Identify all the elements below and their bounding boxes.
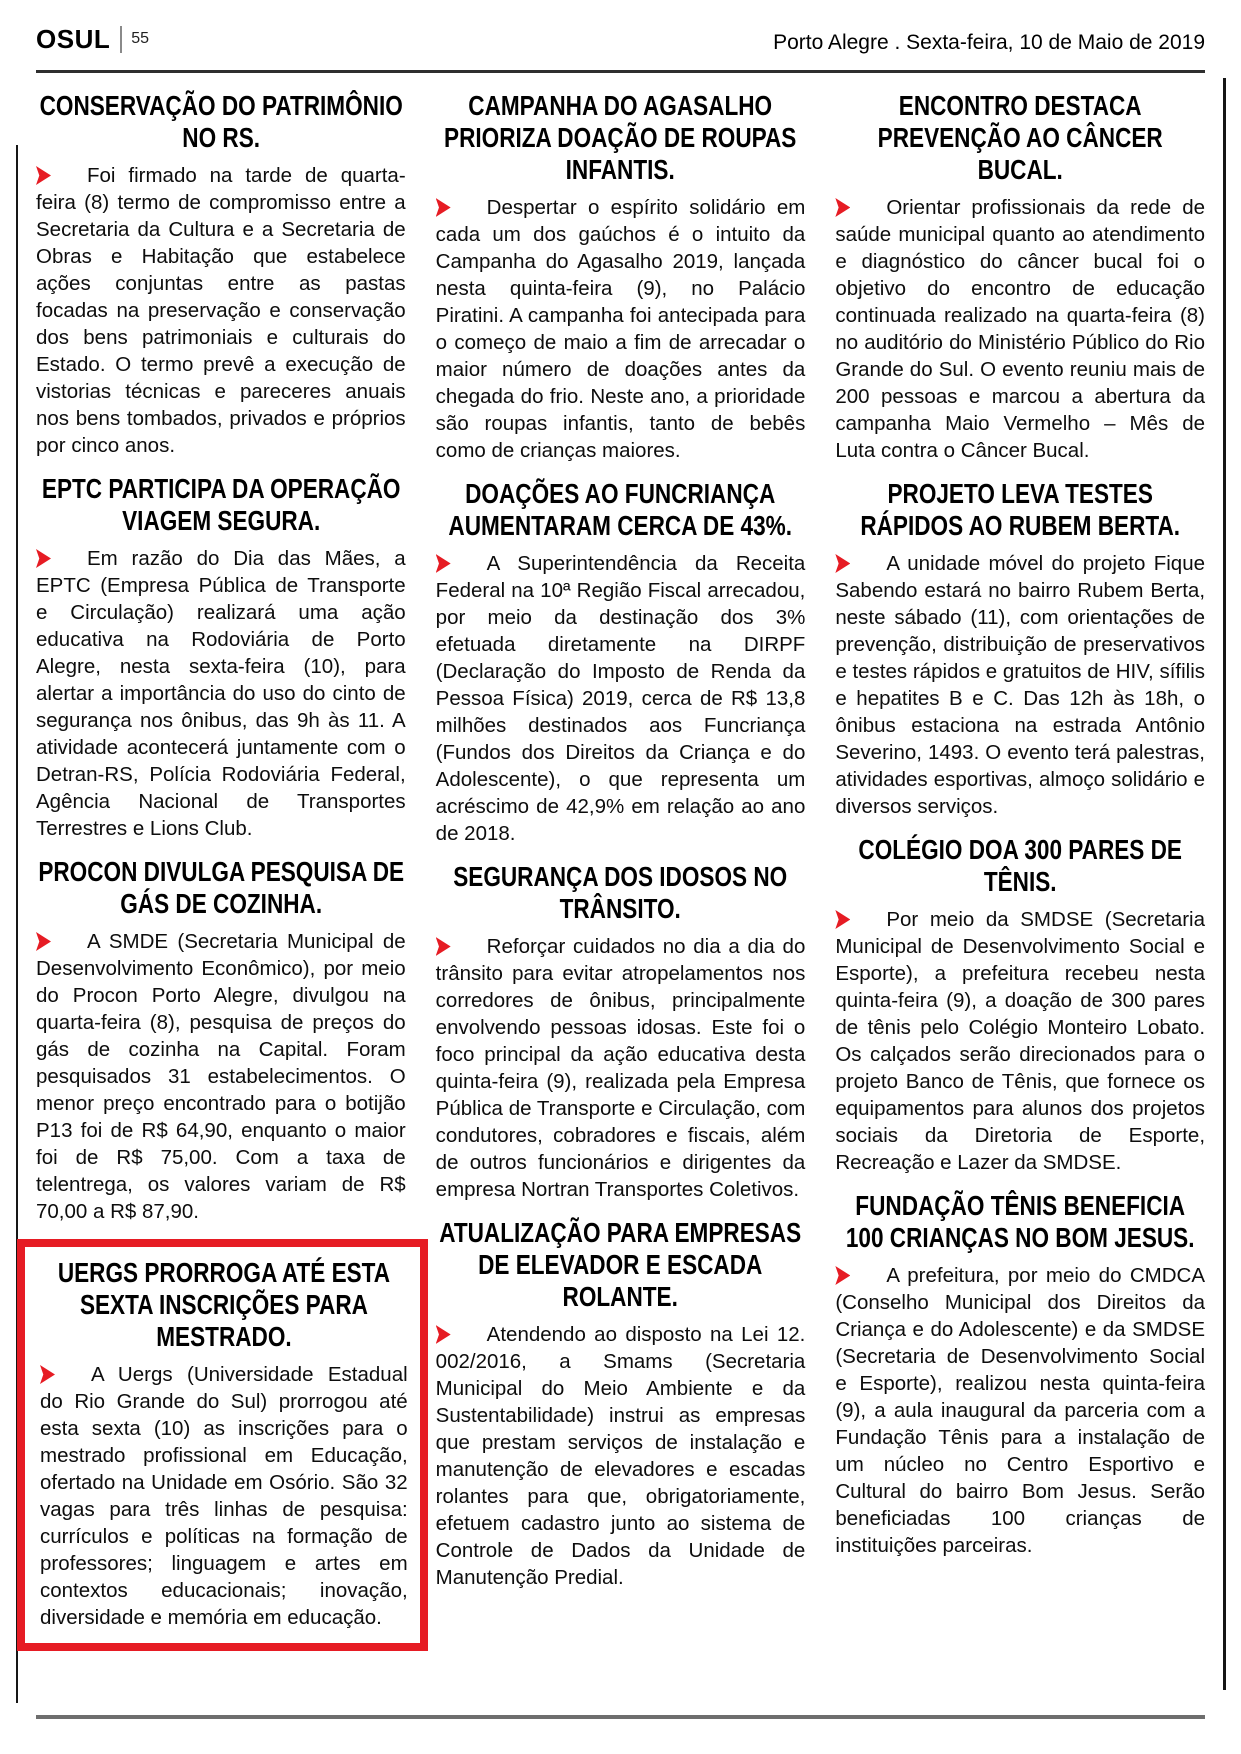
article-title-text: PROJETO LEVA TESTES RÁPIDOS AO RUBEM BERTA. <box>860 478 1181 541</box>
article <box>436 478 806 847</box>
article-body <box>436 933 806 1203</box>
bullet-arrow-icon <box>436 198 451 217</box>
article-title <box>36 473 406 537</box>
bullet-arrow-icon <box>36 932 51 951</box>
bullet-arrow-icon <box>436 1325 451 1344</box>
bullet-arrow-icon <box>835 1266 850 1285</box>
article-title-text: PROCON DIVULGA PESQUISA DE GÁS DE COZINHA. <box>37 856 404 919</box>
article-title-text: EPTC PARTICIPA DA OPERAÇÃO VIAGEM SEGURA. <box>41 473 401 536</box>
article-body-text: Por meio da SMDSE (Secretaria Municipal de Desenvolvimento Social e Esporte), a prefeitura recebeu nesta quinta-feira (9), a doação de 300 pares de tênis pelo Colégio Monteiro Lobato. Os calçados serão direcionados para o projeto Banco de Tênis, que fornece os equipamentos para alunos dos projetos sociais da Diretoria de Esporte, Recreação e Lazer da SMDSE. <box>835 908 1206 1174</box>
columns <box>36 90 1205 1651</box>
header-rule <box>36 70 1205 73</box>
article-body-text: A Superintendência da Receita Federal na 10ª Região Fiscal arrecadou, por meio da destinação dos 3% efetuada diretamente na DIRPF (Declaração do Imposto de Renda da Pessoa Física) 2019, cerca de R$ 13,8 milhões destinados aos Funcriança (Fundos dos Direitos da Criança e do Adolescente), o que representa um acréscimo de 42,9% em relação ao ano de 2018. <box>435 552 806 845</box>
bullet-arrow-icon <box>835 198 850 217</box>
bullet-arrow-icon <box>835 910 850 929</box>
article-body-text: Orientar profissionais da rede de saúde municipal quanto ao atendimento e diagnóstico do câncer bucal foi o objetivo do encontro de educação continuada realizado na quarta-feira (8) no auditório do Ministério Público do Rio Grande do Sul. O evento reuniu mais de 200 pessoas e marcou a abertura da campanha Maio Vermelho – Mês de Luta contra o Câncer Bucal. <box>835 196 1206 462</box>
article-title <box>36 856 406 920</box>
article-body-text: A prefeitura, por meio do CMDCA (Conselho Municipal dos Direitos da Criança e do Adolescente) e da SMDSE (Secretaria de Desenvolvimento Social e Esporte), realizou nesta quinta-feira (9), a aula inaugural da parceria com a Fundação Tênis para a instalação de um núcleo no Centro Esportivo e Cultural do bairro Bom Jesus. Serão beneficiadas 100 crianças de instituições parceiras. <box>835 1264 1206 1557</box>
article <box>436 90 806 464</box>
article-body <box>36 928 406 1225</box>
article-title-text: ATUALIZAÇÃO PARA EMPRESAS DE ELEVADOR E ESCADA ROLANTE. <box>439 1217 802 1312</box>
article-body-text: Despertar o espírito solidário em cada um dos gaúchos é o intuito da Campanha do Agasalho 2019, lançada nesta quinta-feira (9), no Palácio Piratini. A campanha foi antecipada para o começo de maio a fim de arrecadar o maior número de doações antes da chegada do frio. Neste ano, a prioridade são roupas infantis, tanto de bebês como de crianças maiores. <box>435 196 806 462</box>
article-title <box>436 478 806 542</box>
article-body <box>436 1321 806 1591</box>
article-title-text: CONSERVAÇÃO DO PATRIMÔNIO NO RS. <box>39 90 403 153</box>
page-number: 55 <box>131 29 150 47</box>
article-title <box>835 478 1205 542</box>
article-body <box>835 906 1205 1176</box>
bullet-arrow-icon <box>436 937 451 956</box>
article-title <box>436 1217 806 1313</box>
article-body <box>835 550 1205 820</box>
article-title <box>835 90 1205 186</box>
right-page-edge-line <box>1223 78 1226 1690</box>
article-title <box>40 1257 408 1353</box>
article-body-text: Em razão do Dia das Mães, a EPTC (Empresa Pública de Transporte e Circulação) realizará uma ação educativa na Rodoviária de Porto Alegre, nesta sexta-feira (10), para alertar a importância do uso do cinto de segurança nos ônibus, das 9h às 11. A atividade acontecerá juntamente com o Detran-RS, Polícia Rodoviária Federal, Agência Nacional de Transportes Terrestres e Lions Club. <box>36 547 406 840</box>
article <box>835 478 1205 820</box>
article <box>36 856 406 1225</box>
article-body-text: A unidade móvel do projeto Fique Sabendo estará no bairro Rubem Berta, neste sábado (11), com orientações de prevenção, distribuição de preservativos e testes rápidos e gratuitos de HIV, sífilis e hepatites B e C. Das 12h às 18h, o ônibus estaciona na estrada Antônio Severino, 1493. O evento terá palestras, atividades esportivas, almoço solidário e diversos serviços. <box>835 552 1206 818</box>
highlighted-article <box>17 1239 428 1651</box>
article-title <box>835 1190 1205 1254</box>
column-1 <box>36 90 406 1651</box>
article <box>436 1217 806 1591</box>
bullet-arrow-icon <box>40 1365 55 1384</box>
column-2 <box>436 90 806 1651</box>
bullet-arrow-icon <box>36 166 51 185</box>
article-title-text: ENCONTRO DESTACA PREVENÇÃO AO CÂNCER BUCAL. <box>877 90 1163 185</box>
article-body <box>436 550 806 847</box>
article-title-text: DOAÇÕES AO FUNCRIANÇA AUMENTARAM CERCA DE 43%. <box>448 478 793 541</box>
article-body-text: A SMDE (Secretaria Municipal de Desenvolvimento Econômico), por meio do Procon Porto Alegre, divulgou na quarta-feira (8), pesquisa de preços do gás de cozinha na Capital. Foram pesquisados 31 estabelecimentos. O menor preço encontrado para o botijão P13 foi de R$ 64,90, enquanto o maior foi de R$ 75,00. Com a taxa de telentrega, os valores variam de R$ 70,00 a R$ 87,90. <box>36 930 406 1223</box>
article-body <box>36 545 406 842</box>
bullet-arrow-icon <box>436 554 451 573</box>
article-body-text: Foi firmado na tarde de quarta-feira (8) termo de compromisso entre a Secretaria da Cultura e a Secretaria de Obras e Habitação que estabelece ações conjuntas entre as pastas focadas na preservação e conservação dos bens patrimoniais e culturais do Estado. O termo prevê a execução de vistorias técnicas e pareceres anuais nos bens tombados, privados e próprios por cinco anos. <box>36 164 406 457</box>
column-3 <box>835 90 1205 1651</box>
article <box>36 473 406 842</box>
article-title-text: CAMPANHA DO AGASALHO PRIORIZA DOAÇÃO DE ROUPAS INFANTIS. <box>444 90 797 185</box>
article-body-text: Reforçar cuidados no dia a dia do trânsito para evitar atropelamentos nos corredores de ônibus, principalmente envolvendo pessoas idosas. Este foi o foco principal da ação educativa desta quinta-feira (9), realizada pela Empresa Pública de Transporte e Circulação, com condutores, cobradores e fiscais, além de outros funcionários e dirigentes da empresa Nortran Transportes Coletivos. <box>435 935 806 1201</box>
article-body <box>835 194 1205 464</box>
article-body <box>40 1361 408 1631</box>
article <box>436 861 806 1203</box>
article <box>835 90 1205 464</box>
brand-block <box>36 24 149 55</box>
article-title-text: FUNDAÇÃO TÊNIS BENEFICIA 100 CRIANÇAS NO BOM JESUS. <box>845 1190 1195 1253</box>
article-title <box>436 861 806 925</box>
article <box>835 1190 1205 1559</box>
article-title-text: SEGURANÇA DOS IDOSOS NO TRÂNSITO. <box>453 861 788 924</box>
article-body-text: Atendendo ao disposto na Lei 12. 002/2016, a Smams (Secretaria Municipal do Meio Ambiente e da Sustentabilidade) instrui as empresas que prestam serviços de instalação e manutenção de elevadores e escadas rolantes para que, obrigatoriamente, efetuem cadastro junto ao sistema de Controle de Dados da Unidade de Manutenção Predial. <box>435 1323 806 1589</box>
page-header <box>36 24 1205 55</box>
article <box>36 90 406 459</box>
brand-divider <box>120 26 122 53</box>
brand: OSUL <box>36 24 111 54</box>
article-body <box>36 162 406 459</box>
bullet-arrow-icon <box>36 549 51 568</box>
article-title <box>36 90 406 154</box>
article <box>835 834 1205 1176</box>
article-body-text: A Uergs (Universidade Estadual do Rio Grande do Sul) prorrogou até esta sexta (10) as inscrições para o mestrado profissional em Educação, ofertado na Unidade em Osório. São 32 vagas para três linhas de pesquisa: currículos e políticas na formação de professores; linguagem e artes em contextos educacionais; inovação, diversidade e memória em educação. <box>40 1363 408 1629</box>
edition-dateline: Porto Alegre . Sexta-feira, 10 de Maio de 2019 <box>773 31 1205 54</box>
article-body <box>835 1262 1205 1559</box>
footer-rule <box>36 1715 1205 1719</box>
article-title-text: UERGS PRORROGA ATÉ ESTA SEXTA INSCRIÇÕES PARA MESTRADO. <box>57 1257 390 1352</box>
article-title <box>436 90 806 186</box>
bullet-arrow-icon <box>835 554 850 573</box>
article-title <box>835 834 1205 898</box>
article-body <box>436 194 806 464</box>
article-title-text: COLÉGIO DOA 300 PARES DE TÊNIS. <box>858 834 1182 897</box>
